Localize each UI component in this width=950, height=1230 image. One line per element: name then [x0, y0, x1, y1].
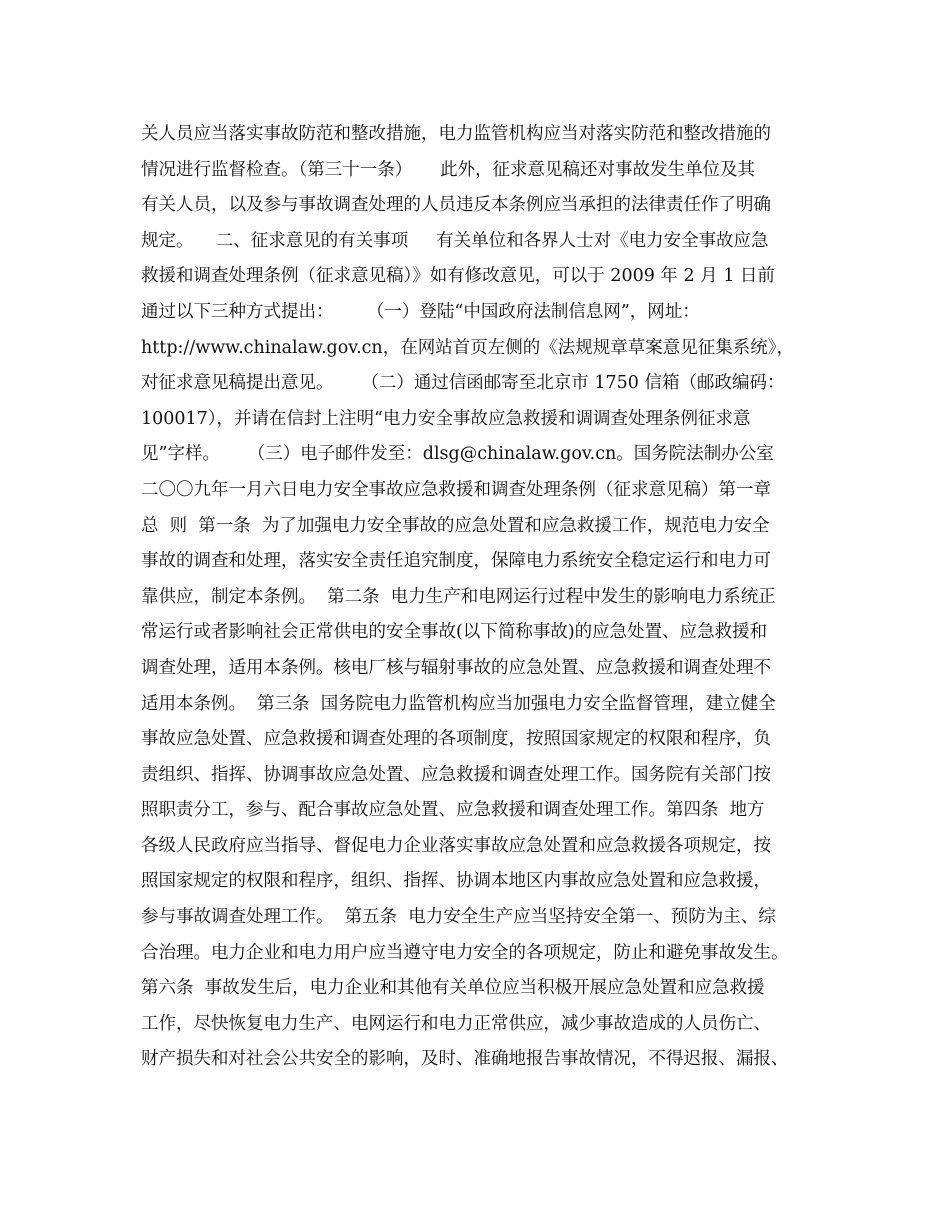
- text-line: 有关人员，以及参与事故调查处理的人员违反本条例应当承担的法律责任作了明确: [141, 195, 771, 216]
- text-line: 规定。 二、征求意见的有关事项 有关单位和各界人士对《电力安全事故应急: [141, 230, 769, 251]
- text-line: 对征求意见稿提出意见。 （二）通过信函邮寄至北京市 1750 信箱（邮政编码：: [141, 373, 785, 394]
- text-line: 照职责分工，参与、配合事故应急处置、应急救援和调查处理工作。第四条 地方: [141, 800, 765, 821]
- text-line: 见”字样。 （三）电子邮件发至：dlsg@chinalaw.gov.cn。国务院法制办公室: [141, 444, 774, 465]
- text-line: 第六条 事故发生后，电力企业和其他有关单位应当积极开展应急处置和应急救援: [141, 978, 765, 999]
- text-line: 总 则 第一条 为了加强电力安全事故的应急处置和应急救援工作，规范电力安全: [141, 515, 770, 536]
- text-line: http://www.chinalaw.gov.cn，在网站首页左侧的《法规规章草案意见征集系统》，: [141, 337, 794, 358]
- body-text: [141, 117, 841, 1078]
- text-line: 靠供应，制定本条例。 第二条 电力生产和电网运行过程中发生的影响电力系统正: [141, 586, 776, 607]
- text-line: 各级人民政府应当指导、督促电力企业落实事故应急处置和应急救援各项规定，按: [141, 835, 771, 856]
- text-line: 事故应急处置、应急救援和调查处理的各项制度，按照国家规定的权限和程序，负: [141, 729, 771, 750]
- text-line: 适用本条例。 第三条 国务院电力监管机构应当加强电力安全监督管理，建立健全: [141, 693, 776, 714]
- text-line: 救援和调查处理条例（征求意见稿）》如有修改意见，可以于 2009 年 2 月 1 日前: [141, 266, 775, 287]
- text-line: 调查处理，适用本条例。核电厂核与辐射事故的应急处置、应急救援和调查处理不: [141, 657, 771, 678]
- text-line: 参与事故调查处理工作。 第五条 电力安全生产应当坚持安全第一、预防为主、综: [141, 907, 776, 928]
- text-line: 通过以下三种方式提出： （一）登陆“中国政府法制信息网”，网址：: [141, 301, 700, 322]
- text-line: 工作，尽快恢复电力生产、电网运行和电力正常供应，减少事故造成的人员伤亡、: [141, 1013, 771, 1034]
- text-line: 责组织、指挥、协调事故应急处置、应急救援和调查处理工作。国务院有关部门按: [141, 764, 771, 785]
- text-line: 100017），并请在信封上注明“电力安全事故应急救援和调调查处理条例征求意: [141, 408, 751, 429]
- text-line: 常运行或者影响社会正常供电的安全事故(以下简称事故)的应急处置、应急救援和: [141, 622, 768, 643]
- text-line: 照国家规定的权限和程序，组织、指挥、协调本地区内事故应急处置和应急救援，: [141, 871, 771, 892]
- text-line: 事故的调查和处理，落实安全责任追究制度，保障电力系统安全稳定运行和电力可: [141, 551, 771, 572]
- text-line: 关人员应当落实事故防范和整改措施，电力监管机构应当对落实防范和整改措施的: [141, 124, 771, 144]
- text-line: 情况进行监督检查。（第三十一条） 此外，征求意见稿还对事故发生单位及其: [141, 159, 756, 180]
- text-line: 二〇〇九年一月六日电力安全事故应急救援和调查处理条例（征求意见稿）第一章: [141, 479, 771, 500]
- text-line: 合治理。电力企业和电力用户应当遵守电力安全的各项规定，防止和避免事故发生。: [141, 942, 789, 963]
- text-line: 财产损失和对社会公共安全的影响，及时、准确地报告事故情况，不得迟报、漏报、: [141, 1049, 789, 1070]
